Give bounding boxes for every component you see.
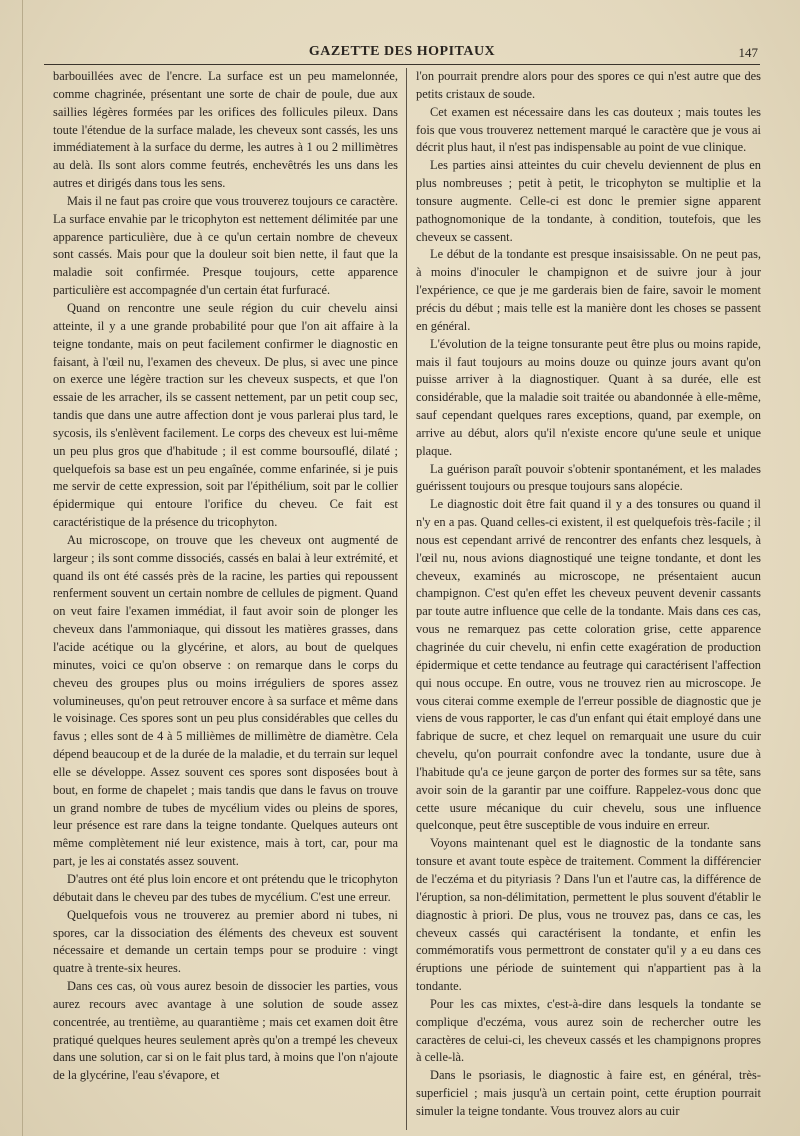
paragraph: Quand on rencontre une seule région du cuir chevelu ainsi atteinte, il y a une grande probabilité pour que l'on ait affaire à la teigne tondante, mais on peut facilement confirmer le diagnostic en faisant, à l'œil nu, l'examen des cheveux. De plus, si avec une pince on exerce une légère traction sur les cheveux suspects, et que l'on essaie de les arracher, ils se cassent nettement, par un petit coup sec, tandis que dans une autre affection dont je vous parlerai plus tard, le sycosis, ils s'enlèvent facilement. Le corps des cheveux est lui-même un peu plus gros que d'habitude ; il est comme boursouflé, dilaté ; quelquefois sa base est un peu engaînée, comme enfarinée, si je puis me servir de cette expression, soit par l'épithélium, soit par le collier épidermique qui entoure l'orifice du cheveu. Ce fait est caractéristique de la présence du tricophyton. xyxy=(53,300,398,530)
paragraph: l'on pourrait prendre alors pour des spores ce qui n'est autre que des petits cristaux de soude. xyxy=(416,69,761,101)
column-divider xyxy=(406,68,407,1130)
paragraph: Pour les cas mixtes, c'est-à-dire dans lesquels la tondante se complique d'eczéma, vous aurez soin de rechercher outre les caractères de celui-ci, les cheveux cassés et les champignons propres à celle-là. xyxy=(416,996,761,1065)
paragraph: Les parties ainsi atteintes du cuir chevelu deviennent de plus en plus nombreuses ; petit à petit, le tricophyton se multiplie et la tonsure augmente. Celle-ci est donc le premier signe apparent pathognomonique de la tondante, à condition, toutefois, que les cheveux se cassent. xyxy=(416,158,761,244)
paragraph: L'évolution de la teigne tonsurante peut être plus ou moins rapide, mais il faut toujours au moins douze ou quinze jours avant qu'on puisse arriver à la diagnostiquer. Quant à sa durée, elle est considérable, que la maladie soit traitée ou abandonnée à elle-même, sauf cependant quelques rares exceptions, quand, par exemple, on arrive au début, alors qu'il n'existe encore qu'une seule et unique plaque. xyxy=(416,336,761,458)
paragraph: Cet examen est nécessaire dans les cas douteux ; mais toutes les fois que vous trouverez nettement marqué le caractère que je vous ai décrit plus haut, il n'est pas indispensable au point de vue clinique. xyxy=(416,104,761,155)
paragraph: D'autres ont été plus loin encore et ont prétendu que le tricophyton débutait dans le cheveu par des tubes de mycélium. C'est une erreur. xyxy=(53,871,398,904)
paragraph: Dans ces cas, où vous aurez besoin de dissocier les parties, vous aurez recours avec avantage à une solution de soude assez concentrée, au trentième, au quarantième ; mais cet examen doit être pratiqué quelques heures seulement après qu'on a trempé les cheveux dans une solution, car si on le fait plus tard, à moins que l'on n'ajoute de la glycérine, l'eau s'évapore, et xyxy=(53,979,398,1083)
paragraph: Dans le psoriasis, le diagnostic à faire est, en général, très-superficiel ; mais jusqu'à un certain point, cette éruption pourrait simuler la teigne tondante. Vous trouvez alors au cuir xyxy=(416,1068,761,1118)
paragraph: La guérison paraît pouvoir s'obtenir spontanément, et les malades guérissent toujours ou presque toujours sans alopécie. xyxy=(416,461,761,494)
paragraph: Mais il ne faut pas croire que vous trouverez toujours ce caractère. La surface envahie par le tricophyton est nettement délimitée par une apparence particulière, due à ce qu'un certain nombre de cheveux sont cassés. Mais pour que la douleur soit bien nette, il faut que la maladie soit confirmée. Presque toujours, cette apparence particulière est accompagnée d'un certain état furfuracé. xyxy=(53,193,398,298)
paragraph: Quelquefois vous ne trouverez au premier abord ni tubes, ni spores, car la dissociation des éléments des cheveux est souvent nécessaire et demande un certain temps pour se produire : vingt quatre à trente-six heures. xyxy=(53,907,398,976)
journal-title: GAZETTE DES HOPITAUX xyxy=(308,44,496,59)
page-number: 147 xyxy=(738,45,758,60)
header-rule xyxy=(44,64,760,65)
paragraph: Au microscope, on trouve que les cheveux ont augmenté de largeur ; ils sont comme dissociés, cassés en balai à leur extrémité, et quand ils ont été cassés près de la racine, les parties qui repoussent renferment souvent un certain nombre de cellules de pigment. Quand on veut faire l'examen immédiat, il faut avoir soin de plonger les cheveux dans l'ammoniaque, qui dissout les matières grasses, dans l'acide acétique ou la glycérine, et alors, au bout de quelques minutes, voici ce qu'on observe : on remarque dans le corps du cheveu des groupes plus ou moins irréguliers de spores assez volumineuses, qu'on peut retrouver encore à sa surface et même dans le voisinage. Ces spores sont un peu plus considérables que celles du favus ; elles sont de 4 à 5 millièmes de millimètre de diamètre. Cela dépend beaucoup et de la durée de la maladie, et du terrain sur lequel elle se développe. Assez souvent ces spores sont disposées bout à bout, en forme de chapelet ; mais tandis que dans le favus on trouve un grand nombre de tubes de mycélium vides ou pleins de spores, leur présence est rare dans la teigne tondante. Quelques auteurs ont même complètement nié leur existence, mais à tort, car, pour ma part, je les ai constatés assez souvent. xyxy=(53,532,398,869)
paragraph: Le début de la tondante est presque insaisissable. On ne peut pas, à moins d'inoculer le champignon et de suivre jour à jour l'expérience, ce que je me garderais bien de faire, savoir le moment précis du début ; mais telle est la manière dont les choses se passent en général. xyxy=(416,247,761,333)
left-column xyxy=(53,68,398,1085)
right-column xyxy=(416,68,761,1121)
paragraph: barbouillées avec de l'encre. La surface est un peu mamelonnée, comme chagrinée, présentant une sorte de chair de poule, due aux saillies légères formées par les orifices des follicules pileux. Dans toute l'étendue de la surface malade, les cheveux sont cassés, les uns immédiatement à la surface du derme, les autres à 1 ou 2 millimètres au delà. Ils sont alors comme feutrés, enchevêtrés les uns dans les autres et dirigés dans tous les sens. xyxy=(53,69,398,191)
page-header xyxy=(44,42,760,64)
paragraph: Le diagnostic doit être fait quand il y a des tonsures ou quand il n'y en a pas. Quand celles-ci existent, il est quelquefois très-facile ; il nous est cependant arrivé de rencontrer des enfants chez lesquels, à l'œil nu, nous avions diagnostiqué une teigne tondante, et dont les cheveux, examinés au microscope, ne présentaient aucun champignon. C'est qu'en effet les cheveux peuvent devenir cassants par toute autre influence que celle de la tondante. Mais dans ces cas, vous ne remarquez pas cette coloration grise, cette apparence chagrinée du cuir chevelu, ni enfin cette exagération de production épidermique et cette tendance au feutrage qui caractérisent l'affection qui nous occupe. En outre, vous ne trouvez rien au microscope. Je vous citerai comme exemple de l'erreur possible de diagnostic que je viens de vous rapporter, le cas d'un enfant qui était employé dans une fabrique de sucre, et chez lequel on remarquait une usure du cuir chevelu, qu'on pourrait confondre avec la tondante, usure due à l'habitude qu'a ce jeune garçon de porter des formes sur sa tête, sans avoir soin de la garantir par une coiffure. Rappelez-vous donc que cette usure mécanique du cuir chevelu, sous une influence quelconque, peut être susceptible de vous induire en erreur. xyxy=(416,497,761,833)
page-edge-line xyxy=(22,0,23,1136)
paragraph: Voyons maintenant quel est le diagnostic de la tondante sans tonsure et avant toute espèce de traitement. Comment la différencier de l'eczéma et du pityriasis ? Dans l'un et l'autre cas, la différence de l'éruption, sa non-délimitation, permettent le plus souvent d'établir le diagnostic à priori. De plus, vous ne trouvez pas, dans ce cas, les cheveux cassés qui caractérisent la tondante, et enfin les commémoratifs vous permettront de constater qu'il y a eu dans ces éruptions une période de suintement qui n'appartient pas à la tondante. xyxy=(416,836,761,994)
